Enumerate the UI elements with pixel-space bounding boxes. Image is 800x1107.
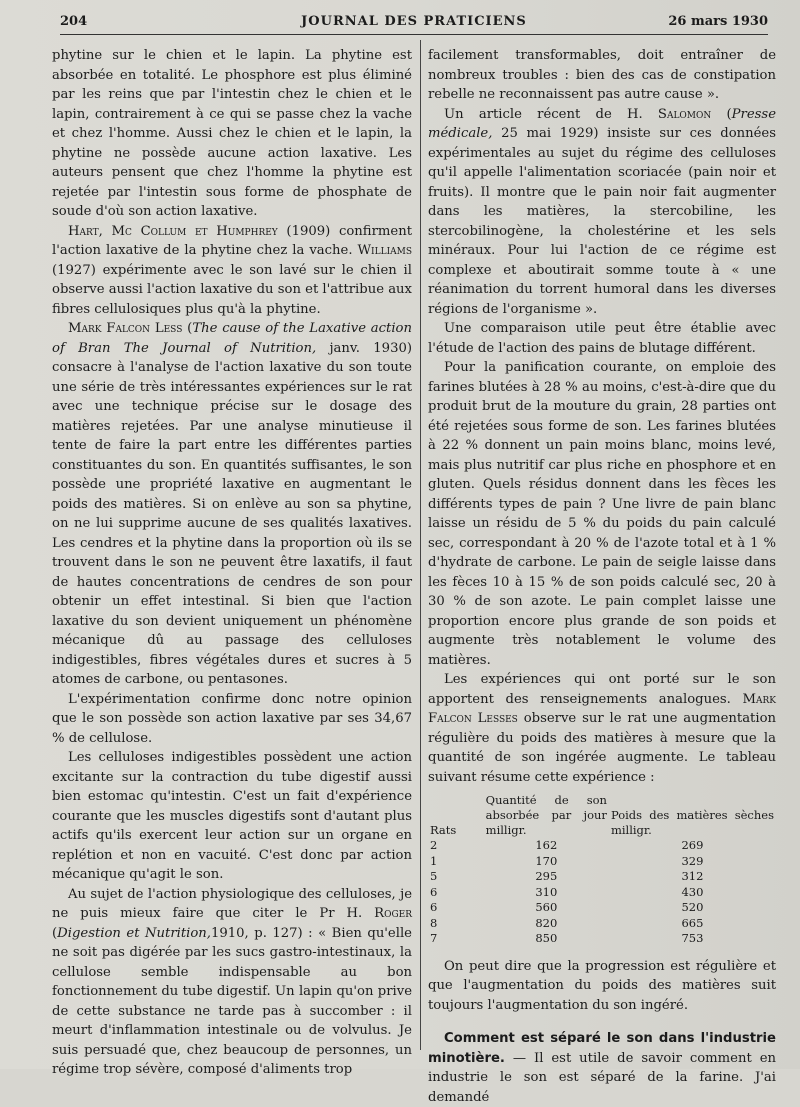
right-column xyxy=(428,46,776,1107)
table-header: Rats xyxy=(430,823,457,837)
table-cell: 8 xyxy=(430,915,438,930)
table-cell: 162 xyxy=(535,838,558,852)
table-header: Quantité de son absorbée par jour milligr. xyxy=(485,793,607,837)
table-cell: 560 xyxy=(535,900,558,914)
table-cell: 1 xyxy=(430,853,438,868)
paragraph: Mark Falcon Less (The cause of the Laxative action of Bran The Journal of Nutrition, janv. 1930) consacre à l'analyse de l'action laxative du son toute une série de très intéressantes expériences sur le rat avec une technique précise sur le dosage des matières rejetées. Par une analyse minutieuse il tente de faire la part entre les différentes parties constituantes du son. En quantités suffisantes, le son possède une propriété laxative en augmentant le poids des matières. Si on enlève au son sa phytine, on ne lui supprime aucune de ses qualités laxatives. Les cendres et la phytine dans la proportion où ils se trouvent dans le son ne peuvent être laxatifs, il faut de hautes concentrations de cendres de son pour obtenir un effet intestinal. Si bien que l'action laxative du son devient uniquement un phénomène mécanique dû au passage des celluloses indigestibles, fibres végétales dures et sucres à 5 atomes de carbone, ou pentasones. xyxy=(52,321,412,687)
table-cell: 170 xyxy=(535,853,558,868)
table-cell: 312 xyxy=(681,869,704,883)
table-cell: 2 xyxy=(430,838,438,852)
paragraph: L'expérimentation confirme donc notre opinion que le son possède son action laxative par ses 34,67 % de cellulose. xyxy=(52,691,412,746)
table-cell: 520 xyxy=(681,900,704,914)
citation: The cause of the Laxative action of Bran The Journal of Nutrition, xyxy=(52,321,412,356)
table-cell: 6 xyxy=(430,900,438,914)
paragraph: Un article récent de H. Salomon (Presse médicale, 25 mai 1929) insiste sur ces données expérimentales au sujet du régime des celluloses qu'il appelle l'alimentation scoriacée (pain noir et fruits). Il montre que le pain noir fait augmenter dans les matières, la stercobiline, les stercobilinogène, la cholestérine et les sels minéraux. Pour lui l'action de ce régime est complexe et aboutirait somme toute à « une réanimation du torrent humoral dans les diverses régions de l'organisme ». xyxy=(428,106,776,317)
table-row xyxy=(428,869,776,885)
table-cell: 5 xyxy=(430,869,438,883)
column-divider xyxy=(420,40,421,1050)
author-name: Williams xyxy=(357,243,412,258)
section-heading: Comment est séparé le son dans l'industrie minotière. xyxy=(428,1031,776,1066)
table-cell: 7 xyxy=(430,931,438,945)
paragraph: Hart, Mc Collum et Humphrey (1909) confirment l'action laxative de la phytine chez la vache. Williams (1927) expérimente avec le son lavé sur le chien il observe aussi l'action laxative du son et l'attribue aux fibres cellulosiques plus qu'à la phytine. xyxy=(52,223,412,317)
author-name: Mark Falcon Less xyxy=(68,321,183,336)
journal-title: JOURNAL DES PRATICIENS xyxy=(301,14,527,29)
author-name: Salomon xyxy=(657,106,712,122)
paragraph: Les celluloses indigestibles possèdent une action excitante sur la contraction du tube digestif aussi bien estomac qu'intestin. C'est un fait d'expérience courante que les muscles digestifs sont d'autant plus actifs qu'ils exercent leur action sur un organe en replétion et non en vacuité. C'est donc par action mécanique qu'agit le son. xyxy=(52,750,412,882)
citation: Digestion et Nutrition, xyxy=(57,925,211,941)
issue-date: 26 mars 1930 xyxy=(668,14,768,29)
table-row xyxy=(428,885,776,901)
table-row xyxy=(428,854,776,870)
table-cell: 310 xyxy=(535,884,558,899)
left-column xyxy=(52,46,412,1080)
table-row xyxy=(428,900,776,916)
author-name: Mark Falcon Lesses xyxy=(428,691,776,726)
paragraph: facilement transformables, doit entraîner de nombreux troubles : bien des cas de constipation rebelle ne reconnaissent pas autre cause ». xyxy=(428,48,776,102)
table-row xyxy=(428,838,776,854)
table-row xyxy=(428,931,776,947)
paragraph: Comment est séparé le son dans l'industrie minotière. — Il est utile de savoir comment en industrie le son est séparé de la farine. J'ai demandé xyxy=(428,1031,776,1105)
table-cell: 295 xyxy=(535,869,558,883)
experiment-table xyxy=(428,793,776,947)
table-header: Poids des matières sèches milligr. xyxy=(610,808,774,837)
page-header xyxy=(60,12,768,35)
citation: Presse médicale, xyxy=(428,106,776,141)
table-cell: 665 xyxy=(681,915,704,930)
table-row xyxy=(428,916,776,932)
author-name: Hart, Mc Collum et Humphrey xyxy=(68,223,278,239)
paragraph: On peut dire que la progression est régulière et que l'augmentation du poids des matières suit toujours l'augmentation du son ingéré. xyxy=(428,958,776,1013)
paragraph: Au sujet de l'action physiologique des celluloses, je ne puis mieux faire que citer le Pr H. Roger (Digestion et Nutrition,1910, p. 127) : « Bien qu'elle ne soit pas digérée par les sucs gastro-intestinaux, la cellulose semble indispensable au bon fonctionnement du tube digestif. Un lapin qu'on prive de cette substance ne tarde pas à succomber : il meurt d'inflammation intestinale ou de volvulus. Je suis persuadé que, chez beaucoup de personnes, un régime trop sévère, composé d'aliments trop xyxy=(52,886,412,1077)
paragraph: phytine sur le chien et le lapin. La phytine est absorbée en totalité. Le phosphore est plus éliminé par les reins que par l'intestin chez le chien et le lapin, contrairement à ce qui se passe chez la vache et chez l'homme. Aussi chez le chien et le lapin, la phytine ne possède aucune action laxative. Les auteurs pensent que chez l'homme la phytine est rejetée par l'intestin sous forme de phosphate de soude d'où son action laxative. xyxy=(52,48,412,219)
table-cell: 753 xyxy=(681,931,704,945)
table-cell: 430 xyxy=(681,884,704,899)
table-cell: 329 xyxy=(681,853,704,868)
table-cell: 850 xyxy=(535,931,558,945)
page-number: 204 xyxy=(60,14,88,29)
table-cell: 269 xyxy=(681,838,704,852)
paragraph: Les expériences qui ont porté sur le son apportent des renseignements analogues. Mark Falcon Lesses observe sur le rat une augmentation régulière du poids des matières à mesure que la quantité de son ingérée augmente. Le tableau suivant résume cette expérience : xyxy=(428,672,777,785)
table-cell: 820 xyxy=(535,915,558,930)
paragraph: Une comparaison utile peut être établie avec l'étude de l'action des pains de blutage différent. xyxy=(428,321,776,356)
table-cell: 6 xyxy=(430,884,438,899)
spacer xyxy=(428,1015,776,1029)
author-name: Roger xyxy=(374,906,412,921)
paragraph: Pour la panification courante, on emploie des farines blutées à 28 % au moins, c'est-à-dire que du produit brut de la mouture du grain, 28 parties ont été rejetées sous forme de son. Les farines blutées à 22 % donnent un pain moins blanc, moins levé, mais plus nutritif car plus riche en phosphore et en gluten. Quels résidus donnent dans les fèces les différents types de pain ? Une livre de pain blanc laisse un résidu de 5 % du poids du pain calculé sec, correspondant à 20 % de l'azote total et à 1 % d'hydrate de carbone. Le pain de seigle laisse dans les fèces 10 à 15 % de son poids calculé sec, 20 à 30 % de son azote. Le pain complet laisse une proportion encore plus grande de son poids et augmente très notablement le volume des matières. xyxy=(428,360,776,668)
